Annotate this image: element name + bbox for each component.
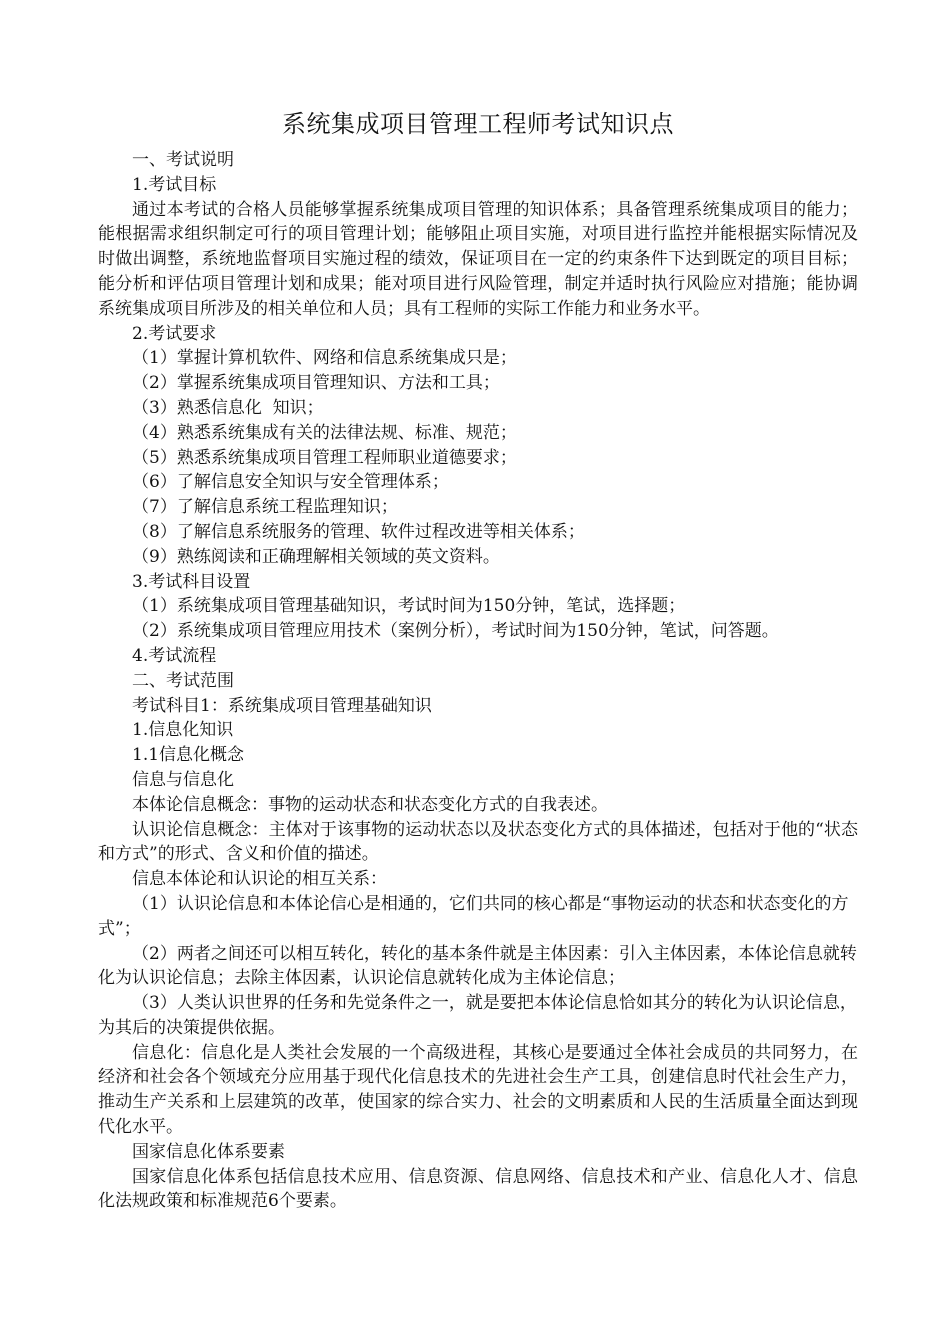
- paragraph-ontology: 本体论信息概念：事物的运动状态和状态变化方式的自我表述。: [132, 794, 608, 815]
- heading-national-system: 国家信息化体系要素: [132, 1141, 285, 1162]
- list-item: （3）人类认识世界的任务和先觉条件之一，就是要把本体论信息恰如其分的转化为认识论信息，为其后的决策提供依据。: [98, 993, 857, 1038]
- heading-relation: 信息本体论和认识论的相互关系：: [132, 869, 387, 890]
- list-item: （2）系统集成项目管理应用技术（案例分析），考试时间为150分钟，笔试，问答题。: [132, 621, 779, 642]
- heading-exam-goal: 1.考试目标: [132, 174, 217, 195]
- list-item: （1）掌握计算机软件、网络和信息系统集成只是；: [132, 348, 517, 369]
- list-item: （1）认识论信息和本体论信心是相通的，它们共同的核心都是“事物运动的状态和状态变化的方式”；: [98, 893, 849, 939]
- heading-exam-scope: 二、考试范围: [132, 670, 234, 691]
- list-item: （7）了解信息系统工程监理知识；: [132, 497, 398, 518]
- paragraph-informatization: 信息化：信息化是人类社会发展的一个高级进程，其核心是要通过全体社会成员的共同努力，在经济和社会各个领域充分应用基于现代化信息技术的先进社会生产工具，创建信息时代社会生产力，推动生产关系和上层建筑的改革，使国家的综合实力、社会的文明素质和人民的生活质量全面达到现代化水平。: [98, 1042, 858, 1138]
- list-item: （2）两者之间还可以相互转化，转化的基本条件就是主体因素：引入主体因素，本体论信息就转化为认识论信息；去除主体因素，认识论信息就转化成为主体论信息；: [98, 943, 857, 989]
- list-item: （4）熟悉系统集成有关的法律法规、标准、规范；: [132, 422, 517, 443]
- heading-exam-subjects: 3.考试科目设置: [132, 571, 251, 592]
- paragraph-national-system: 国家信息化体系包括信息技术应用、信息资源、信息网络、信息技术和产业、信息化人才、信息化法规政策和标准规范6个要素。: [98, 1166, 858, 1212]
- heading-exam-requirements: 2.考试要求: [132, 323, 217, 344]
- heading-subject-1: 考试科目1：系统集成项目管理基础知识: [132, 695, 432, 716]
- list-item: （6）了解信息安全知识与安全管理体系；: [132, 472, 449, 493]
- document-page: [98, 104, 858, 1214]
- paragraph-exam-goal: 通过本考试的合格人员能够掌握系统集成项目管理的知识体系；具备管理系统集成项目的能力；能根据需求组织制定可行的项目管理计划；能够阻止项目实施，对项目进行监控并能根据实际情况及时做出调整，系统地监督项目实施过程的绩效，保证项目在一定的约束条件下达到既定的项目目标；能分析和评估项目管理计划和成果；能对项目进行风险管理，制定并适时执行风险应对措施；能协调系统集成项目所涉及的相关单位和人员；具有工程师的实际工作能力和业务水平。: [98, 199, 858, 319]
- paragraph-epistemology: 认识论信息概念：主体对于该事物的运动状态以及状态变化方式的具体描述，包括对于他的“状态和方式”的形式、含义和价值的描述。: [98, 819, 858, 865]
- heading-info-knowledge: 1.信息化知识: [132, 720, 234, 741]
- heading-info-concept: 1.1信息化概念: [132, 745, 245, 766]
- heading-info-and-informatization: 信息与信息化: [132, 769, 234, 790]
- list-item: （5）熟悉系统集成项目管理工程师职业道德要求；: [132, 447, 517, 468]
- document-title: 系统集成项目管理工程师考试知识点: [282, 110, 674, 138]
- list-item: （3）熟悉信息化 知识；: [132, 397, 324, 418]
- list-item: （8）了解信息系统服务的管理、软件过程改进等相关体系；: [132, 521, 585, 542]
- heading-exam-flow: 4.考试流程: [132, 645, 217, 666]
- list-item: （9）熟练阅读和正确理解相关领域的英文资料。: [132, 546, 500, 567]
- list-item: （1）系统集成项目管理基础知识，考试时间为150分钟，笔试，选择题；: [132, 596, 686, 617]
- list-item: （2）掌握系统集成项目管理知识、方法和工具；: [132, 373, 500, 394]
- heading-exam-description: 一、考试说明: [132, 150, 234, 170]
